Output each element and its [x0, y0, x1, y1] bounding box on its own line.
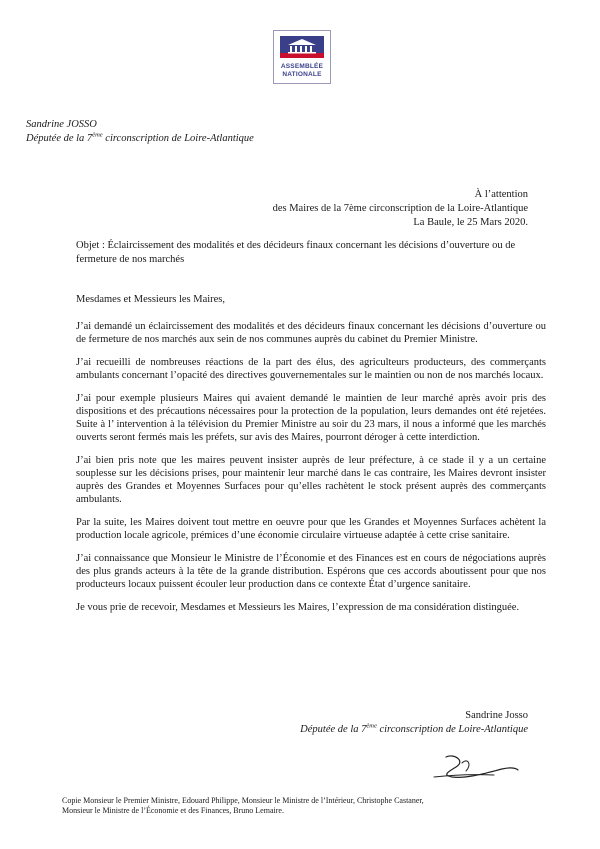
- paragraph: J’ai pour exemple plusieurs Maires qui avaient demandé le maintien de leur marché après avoir pris des dispositions et des précautions nécessaires pour la protection de la population, leurs demandes ont été rejetées. Suite à l’ intervention à la télévision du Premier Ministre au soir du 23 mars, il nous a informé que les marchés ouverts seront fermés mais les préfets, sur avis des Maires, pourront déroger à cette interdiction.: [76, 393, 546, 443]
- sender-block: [26, 118, 254, 146]
- recipient-block: [273, 188, 528, 230]
- assemblee-nationale-logo: [273, 30, 331, 84]
- sender-name: Sandrine JOSSO: [26, 119, 97, 130]
- logo-line-1: ASSEMBLÉE: [280, 63, 324, 70]
- salutation: Mesdames et Messieurs les Maires,: [76, 294, 226, 305]
- handwritten-signature: [432, 751, 522, 785]
- sender-title: Députée de la 7ème circonscription de Loire-Atlantique: [26, 131, 254, 144]
- paragraph: J’ai demandé un éclaircissement des modalités et des décideurs finaux concernant les décisions d’ouverture ou de fermeture de nos marchés aux sein de nos communes auprès du cabinet du Premier Ministre.: [76, 321, 546, 345]
- copy-note: [62, 796, 562, 816]
- assemblee-hemicycle-icon: [280, 36, 324, 58]
- paragraph: Je vous prie de recevoir, Mesdames et Messieurs les Maires, l’expression de ma considération distinguée.: [76, 602, 520, 613]
- recipient-attention: À l’attention: [474, 189, 528, 200]
- signature-block: [300, 709, 528, 737]
- copy-note-line-1: Copie Monsieur le Premier Ministre, Edouard Philippe, Monsieur le Ministre de l’Intérieur, Christophe Castaner,: [62, 796, 424, 805]
- paragraph: J’ai recueilli de nombreuses réactions de la part des élus, des agriculteurs producteurs, des commerçants ambulants concernant l’opacité des directives gouvernementales sur le maintien ou non de nos marchés locaux.: [76, 357, 546, 381]
- copy-note-line-2: Monsieur le Ministre de l’Économie et des Finances, Bruno Lemaire.: [62, 806, 284, 815]
- paragraph: J’ai bien pris note que les maires peuvent insister auprès de leur préfecture, à ce stade il y a un certaine souplesse sur les décisions prises, pour maintenir leur marché dans le cas contraire, les Maires devront insister auprès des Grandes et Moyennes Surfaces pour qu’elles rachètent le stock présent auprès des commerçants ambulants.: [76, 455, 546, 505]
- paragraph: J’ai connaissance que Monsieur le Ministre de l’Économie et des Finances est en cours de négociations auprès des plus grands acteurs à la tête de la grande distribution. Espérons que ces accords aboutissent pour que nos producteurs locaux puissent écouler leur production dans ce contexte État d’urgence sanitaire.: [76, 553, 546, 590]
- signature-role: Députée de la 7ème circonscription de Loire-Atlantique: [300, 722, 528, 735]
- letter-date: La Baule, le 25 Mars 2020.: [413, 217, 528, 228]
- recipient-addressee: des Maires de la 7ème circonscription de la Loire-Atlantique: [272, 203, 528, 214]
- signature-name: Sandrine Josso: [465, 710, 528, 721]
- paragraph: Par la suite, les Maires doivent tout mettre en oeuvre pour que les Grandes et Moyennes Surfaces achètent la production locale agricole, prémices d’une économie circulaire virtueuse adaptée à cette crise sanitaire.: [76, 517, 546, 541]
- letter-body: [76, 320, 546, 624]
- letter-subject: Objet : Éclaircissement des modalités et des décideurs finaux concernant les décisions d’ouverture ou de fermeture de nos marchés: [76, 240, 516, 265]
- logo-line-2: NATIONALE: [282, 71, 322, 78]
